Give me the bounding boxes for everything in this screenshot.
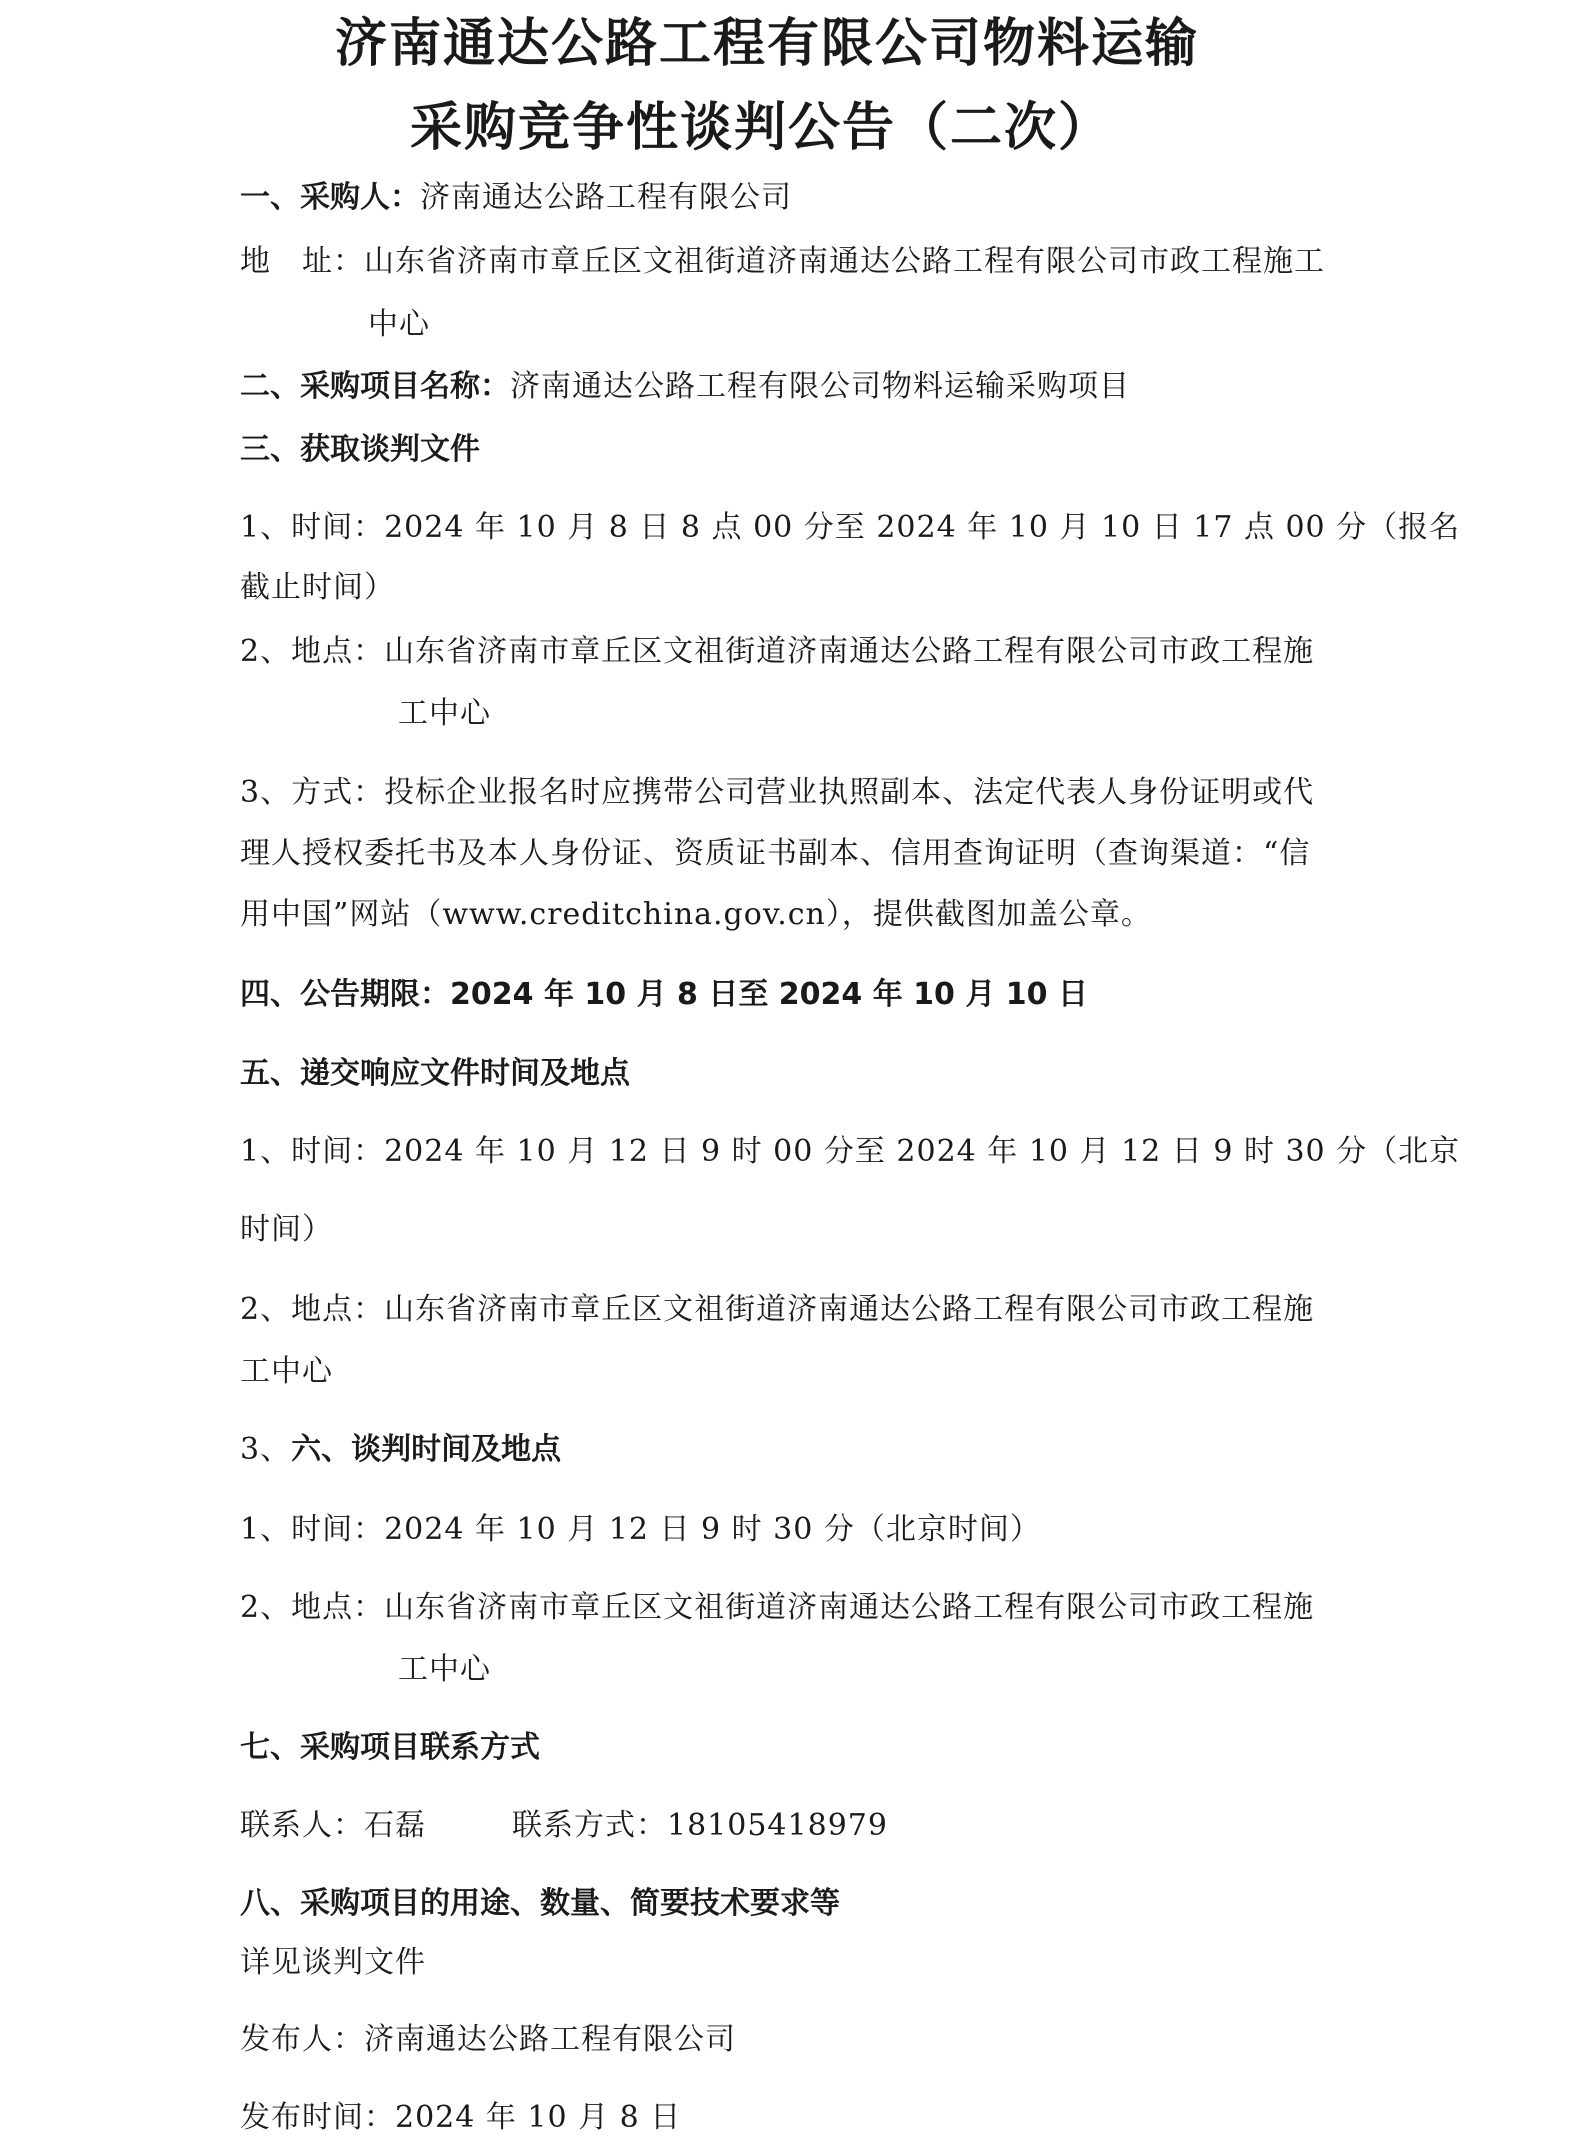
purchaser-heading: 一、采购人： xyxy=(240,180,420,215)
doc-fetch-method-line-1: 3、方式：投标企业报名时应携带公司营业执照副本、法定代表人身份证明或代 xyxy=(240,775,1315,810)
contact-row xyxy=(240,1806,426,1846)
contact-name: 石磊 xyxy=(364,1808,426,1843)
phone-row xyxy=(512,1806,888,1846)
submit-time-line-2: 时间） xyxy=(240,1212,333,1247)
doc-title-line-1: 济南通达公路工程有限公司物料运输 xyxy=(335,14,1200,74)
doc-fetch-method-line-3: 用中国”网站（www.creditchina.gov.cn），提供截图加盖公章。 xyxy=(240,897,1152,932)
purchaser-row xyxy=(240,178,792,218)
project-name-row xyxy=(240,367,1130,407)
publisher-label: 发布人： xyxy=(240,2022,364,2057)
project-name-value: 济南通达公路工程有限公司物料运输采购项目 xyxy=(510,369,1130,404)
publisher-name: 济南通达公路工程有限公司 xyxy=(364,2022,736,2057)
doc-fetch-time-line-1: 1、时间：2024 年 10 月 8 日 8 点 00 分至 2024 年 10 月 10 日 17 点 00 分（报名 xyxy=(240,510,1461,545)
purchaser-value: 济南通达公路工程有限公司 xyxy=(420,180,792,215)
section-6-heading: 六、谈判时间及地点 xyxy=(291,1432,562,1467)
publish-date: 2024 年 10 月 8 日 xyxy=(395,2100,682,2135)
doc-fetch-method-line-2: 理人授权委托书及本人身份证、资质证书副本、信用查询证明（查询渠道：“信 xyxy=(240,836,1311,871)
publisher-row xyxy=(240,2020,736,2060)
address-label: 地 址： xyxy=(240,244,364,279)
doc-title-line-2: 采购竞争性谈判公告（二次） xyxy=(410,98,1113,158)
address-row xyxy=(240,242,1325,282)
section-6-row xyxy=(240,1430,561,1470)
section-5-heading: 五、递交响应文件时间及地点 xyxy=(240,1056,630,1091)
section-7-heading: 七、采购项目联系方式 xyxy=(240,1730,540,1765)
section-6-prefix: 3、 xyxy=(240,1432,292,1467)
negotiation-time: 1、时间：2024 年 10 月 12 日 9 时 30 分（北京时间） xyxy=(240,1512,1041,1547)
doc-fetch-place-line-1: 2、地点：山东省济南市章丘区文祖街道济南通达公路工程有限公司市政工程施 xyxy=(240,634,1315,669)
address-line-1: 山东省济南市章丘区文祖街道济南通达公路工程有限公司市政工程施工 xyxy=(364,244,1325,279)
project-name-heading: 二、采购项目名称： xyxy=(240,369,510,404)
section-8-detail: 详见谈判文件 xyxy=(240,1945,426,1980)
address-line-2: 中心 xyxy=(368,307,430,342)
negotiation-place-line-2: 工中心 xyxy=(398,1652,491,1687)
publish-date-label: 发布时间： xyxy=(240,2100,395,2135)
phone-label: 联系方式： xyxy=(512,1808,667,1843)
section-8-heading: 八、采购项目的用途、数量、简要技术要求等 xyxy=(240,1886,840,1921)
doc-fetch-time-line-2: 截止时间） xyxy=(240,570,395,605)
negotiation-place-line-1: 2、地点：山东省济南市章丘区文祖街道济南通达公路工程有限公司市政工程施 xyxy=(240,1590,1315,1625)
submit-place-line-1: 2、地点：山东省济南市章丘区文祖街道济南通达公路工程有限公司市政工程施 xyxy=(240,1292,1315,1327)
publish-date-row xyxy=(240,2098,681,2138)
section-3-heading: 三、获取谈判文件 xyxy=(240,432,480,467)
phone-number: 18105418979 xyxy=(667,1808,888,1843)
doc-fetch-place-line-2: 工中心 xyxy=(398,696,491,731)
contact-label: 联系人： xyxy=(240,1808,364,1843)
submit-place-line-2: 工中心 xyxy=(240,1354,333,1389)
submit-time-line-1: 1、时间：2024 年 10 月 12 日 9 时 00 分至 2024 年 10 月 12 日 9 时 30 分（北京 xyxy=(240,1134,1461,1169)
section-4-heading: 四、公告期限：2024 年 10 月 8 日至 2024 年 10 月 10 日 xyxy=(240,977,1088,1012)
